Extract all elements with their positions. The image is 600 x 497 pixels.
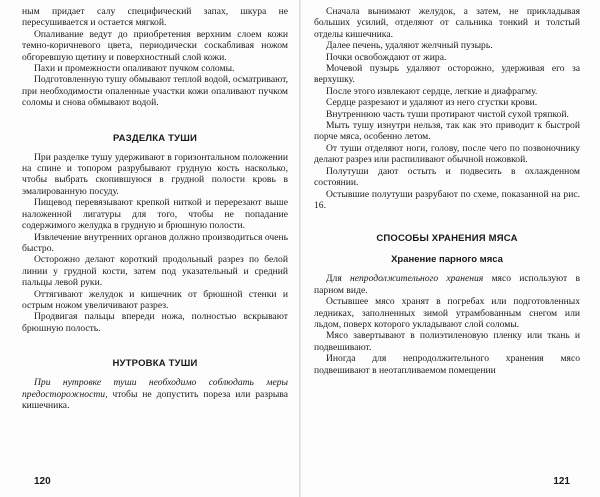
khranenie-paragraph-3: Мясо завертывают в полиэтиленовую пленку или ткань и подвешивают. <box>314 330 580 353</box>
razdelka-paragraph-4: Осторожно делают короткий продольный разрез по белой линии у грудной кости, затем под указательный и средний пальцы левой руки. <box>22 254 288 289</box>
khranenie-paragraph-2: Остывшее мясо хранят в погребах или подготовленных ледниках, заполненных зимой утрамбованным снегом или льдом, поверх которого укладывают слой соломы. <box>314 296 580 330</box>
right-intro-paragraph-11: Остывшие полутуши разрубают по схеме, показанной на рис. 16. <box>314 188 580 211</box>
razdelka-paragraph-6: Продвигая пальцы впереди ножа, полностью вскрывают брюшную полость. <box>22 311 288 334</box>
razdelka-paragraph-3: Извлечение внутренних органов должно производиться очень быстро. <box>22 231 288 254</box>
right-intro-paragraph-7: Внутреннюю часть туши протирают чистой сухой тряпкой. <box>326 108 569 120</box>
razdelka-paragraph-2: Пищевод перевязывают крепкой ниткой и перерезают выше наложенной лигатуры для того, чтобы не попадание содержимого желудка в грудную и брюшную полости. <box>22 197 288 232</box>
page-number-right: 121 <box>553 476 570 487</box>
section-heading-khranenie: СПОСОБЫ ХРАНЕНИЯ МЯСА <box>376 233 518 245</box>
page-number-left: 120 <box>34 476 51 487</box>
razdelka-paragraph-5: Оттягивают желудок и кишечник от брюшной стенки и острым ножом увеличивают разрез. <box>22 288 288 311</box>
right-intro-paragraph-3: Почки освобождают от жира. <box>326 51 447 63</box>
right-intro-paragraph-9: От туши отделяют ноги, голову, после чего по позвоночнику делают разрез или распиливают обычной ножовкой. <box>314 142 580 166</box>
right-intro-paragraph-4: Мочевой пузырь удаляют осторожно, удерживая его за верхушку. <box>314 63 580 86</box>
khranenie-paragraph-4: Иногда для непродолжительного хранения мясо подвешивают в неотапливаемом помещении <box>314 353 580 376</box>
right-intro-paragraph-8: Мыть тушу изнутри нельзя, так как это приводит к быстрой порче мяса, особенно летом. <box>314 120 580 143</box>
left-intro-paragraph-1: ным придает салу специфический запах, шкура не пересушивается и остается мягкой. <box>22 6 288 29</box>
right-intro-paragraph-10: Полутуши дают остыть и подвесить в охлажденном состоянии. <box>314 165 580 189</box>
subheading-parnoe-myaso: Хранение парного мяса <box>391 254 503 266</box>
section-heading-razdelka: РАЗДЕЛКА ТУШИ <box>112 132 198 144</box>
khranenie-rest-text: мясо используют в парном виде. <box>314 273 580 296</box>
khranenie-paragraph-1 <box>314 273 580 296</box>
nutrovka-italic-phrase: При нутровке туши необходимо соблюдать меры предосторожности, <box>22 377 288 400</box>
right-intro-paragraph-5: После этого извлекают сердце, легкие и диафрагму. <box>326 85 538 97</box>
right-intro-paragraph-1: Сначала вынимают желудок, а затем, не прикладывая больших усилий, отделяют от сальника тонкий и толстый отделы кишечника. <box>314 6 580 40</box>
left-intro-paragraph-4: Подготовленную тушу обмывают теплой водой, осматривают, при необходимости опаленные участки кожи опаливают пучком соломы и снова обмывают водой. <box>22 74 288 109</box>
right-intro-paragraph-2: Далее печень, удаляют желчный пузырь. <box>326 40 493 52</box>
left-intro-paragraph-3: Пахи и промежности опаливают пучком соломы. <box>34 63 235 75</box>
nutrovka-paragraph-1 <box>22 377 288 411</box>
nutrovka-rest-text: чтобы не допустить пореза или разрыва кишечника. <box>22 388 288 411</box>
khranenie-italic-phrase: непродолжительного хранения <box>349 273 484 285</box>
right-page <box>300 0 600 497</box>
section-heading-nutrovka: НУТРОВКА ТУШИ <box>112 358 198 370</box>
razdelka-paragraph-1: При разделке тушу удерживают в горизонтальном положении на спине и топором разрубывают грудную кость насколько, чтобы выбрать скопившуюся в грудной полости кровь в эмалированную посуду. <box>22 151 288 197</box>
left-intro-paragraph-2: Опаливание ведут до приобретения верхним слоем кожи темно-коричневого цвета, периодически соскабливая ножом обгоревшую щетину и поверхностный слой кожи. <box>22 28 288 63</box>
khranenie-lead-text: Для <box>326 273 350 285</box>
right-intro-paragraph-6: Сердце разрезают и удаляют из него сгустки крови. <box>326 97 538 109</box>
